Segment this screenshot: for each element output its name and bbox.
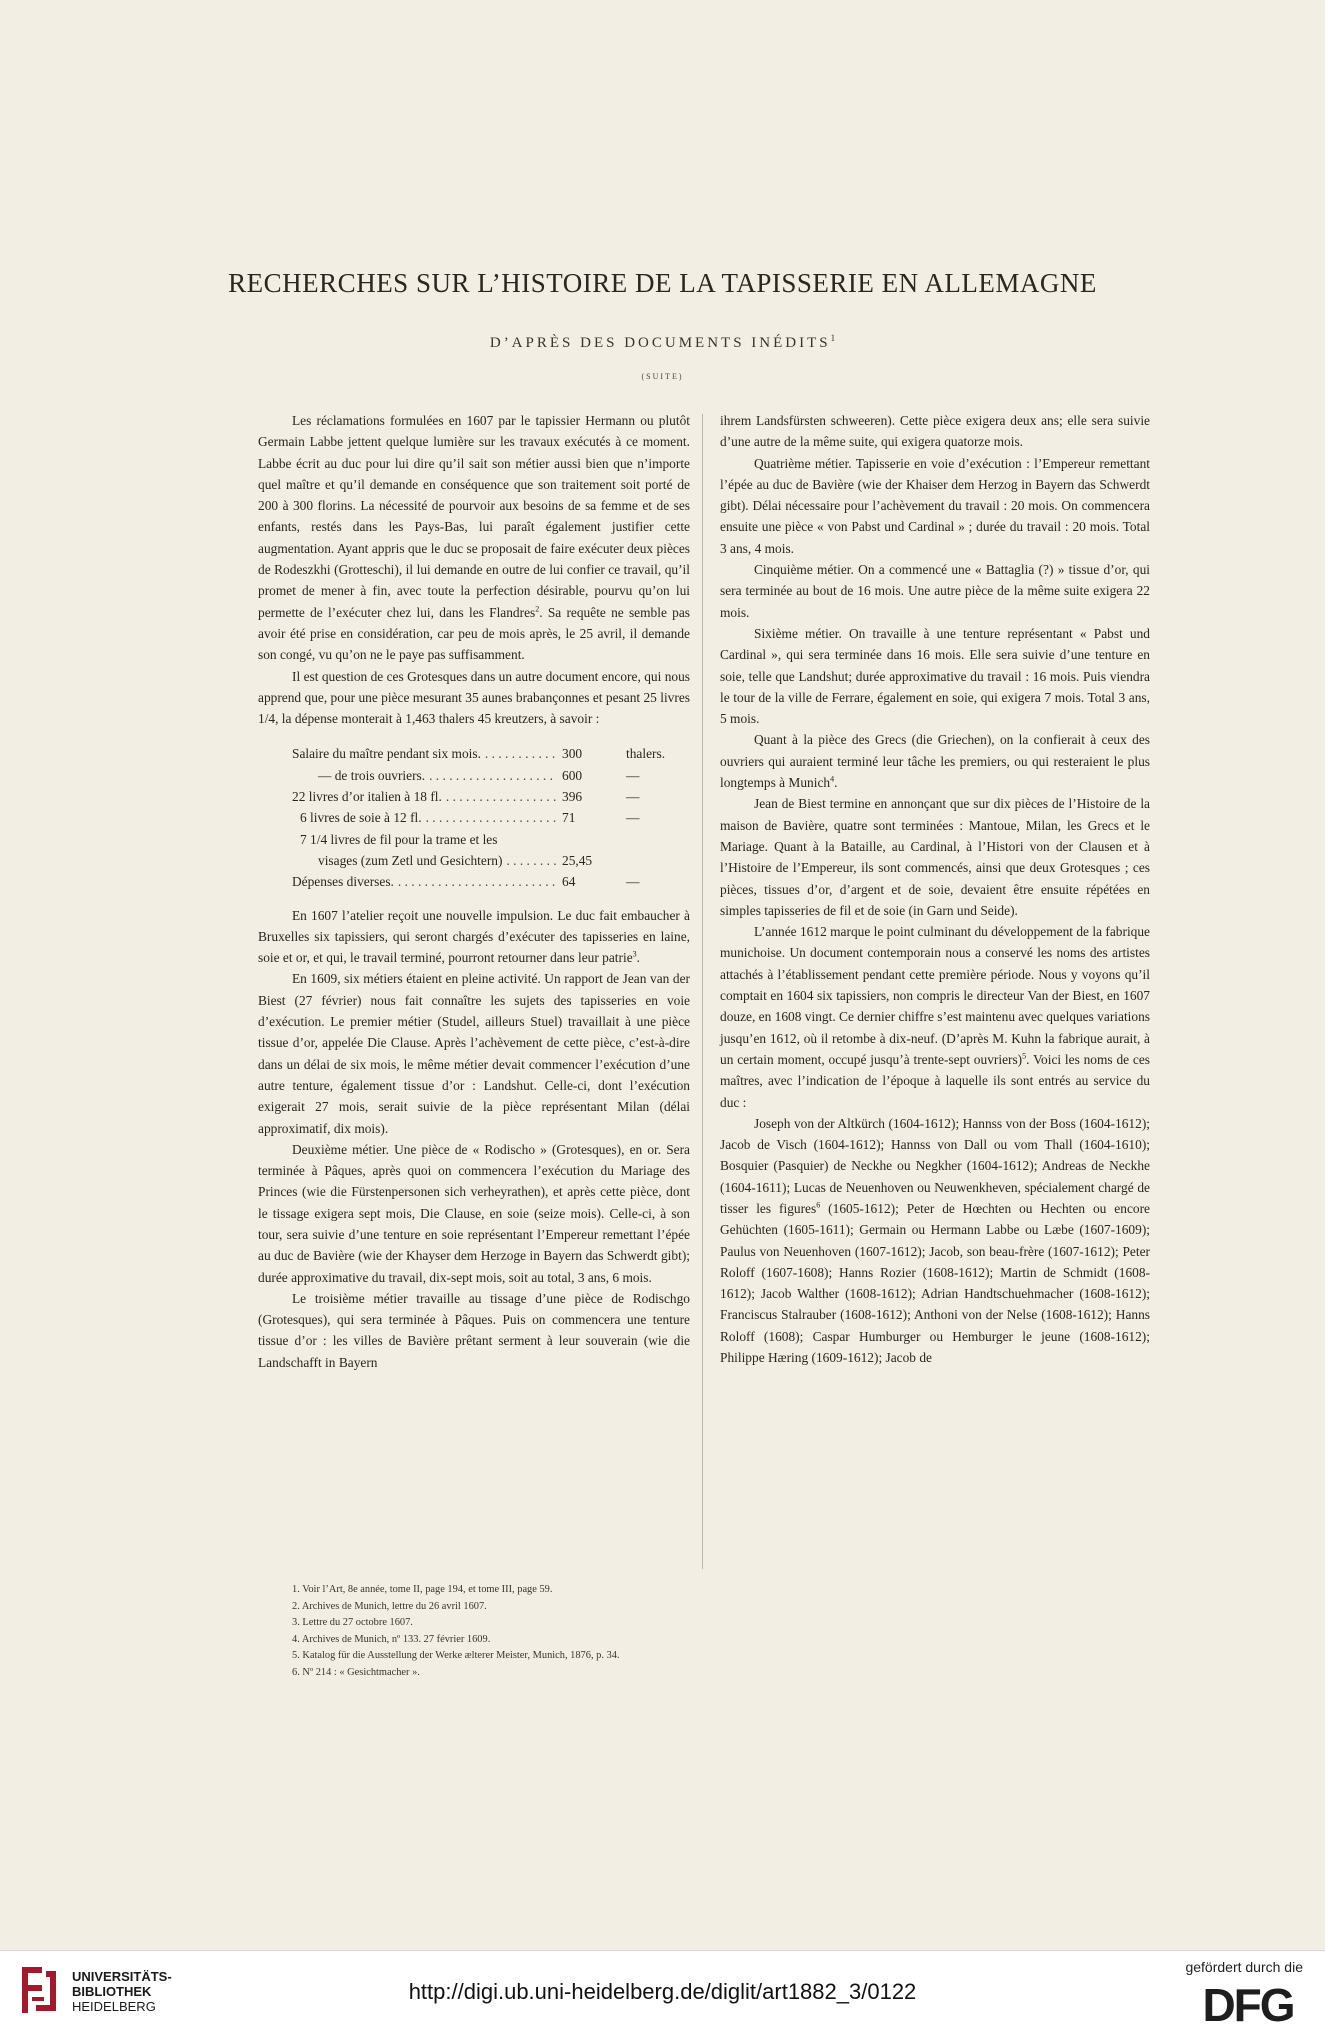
dfg-logo-text: DFG [1202, 1981, 1294, 2027]
footnote: 5. Katalog für die Ausstellung der Werke ælterer Meister, Munich, 1876, p. 34. [292, 1650, 620, 1662]
column-divider [702, 414, 703, 1569]
library-name-line: HEIDELBERG [72, 1999, 156, 2014]
paragraph: ihrem Landsfürsten schweeren). Cette pièce exigera deux ans; elle sera suivie d’une autre de la même suite, qui exigera quatorze mois. [720, 413, 1150, 450]
footnote-ref: 3 [632, 949, 637, 959]
article-subtitle [0, 333, 1325, 352]
expense-unit: — [626, 789, 640, 805]
expense-row [292, 871, 690, 892]
footnote: 4. Archives de Munich, nº 133. 27 février 1609. [292, 1633, 491, 1645]
expense-row [292, 743, 690, 764]
paragraph: Deuxième métier. Une pièce de « Rodischo » (Grotesques), en or. Sera terminée à Pâques, après quoi on commencera l’exécution du Mariage des Princes (wie die Fürstenpersonen sich verheyrathen), et après cette pièce, dont le tissage exigera sept mois, Die Clause, en soie (seize mois). Celle-ci, à son tour, sera suivie d’une tenture en soie représentant l’Empereur remettant l’épée au duc de Bavière (wie der Khayser dem Herzoge in Bayern das Schwerdt gibt); durée approximative du travail, dix-sept mois, soit au total, 3 ans, 6 mois. [258, 1141, 690, 1285]
subtitle-text: D’APRÈS DES DOCUMENTS INÉDITS [489, 335, 831, 351]
library-name-line: BIBLIOTHEK [72, 1984, 152, 1999]
expense-amount: 25,45 [556, 850, 626, 871]
expense-amount: 396 [556, 786, 626, 807]
footnote-ref: 5 [1022, 1051, 1027, 1061]
footnotes [292, 1582, 1052, 1682]
expense-label: visages (zum Zetl und Gesichtern) . . . [292, 850, 556, 871]
footnote: 2. Archives de Munich, lettre du 26 avril 1607. [292, 1600, 487, 1612]
library-name-line: UNIVERSITÄTS- [72, 1969, 172, 1984]
expense-label: 7 1/4 livres de fil pour la trame et les [300, 831, 498, 847]
expense-row [292, 807, 690, 828]
paragraph-text: L’année 1612 marque le point culminant du développement de la fabrique munichoise. Un document contemporain nous a conservé les noms des artistes attachés à l’établissement pendant cette première période. Nous y voyons qu’il comptait en 1604 six tapissiers, non compris le directeur Van der Biest, en 1607 douze, en 1608 vingt. Ce dernier chiffre s’est maintenu avec quelques variations jusqu’en 1612, où il retombe à dix-neuf. (D’après M. Kuhn la fabrique aurait, à un certain moment, occupé jusqu’à trente-sept ouvriers) [720, 924, 1150, 1067]
expense-row [292, 829, 690, 850]
expense-unit: — [626, 810, 640, 826]
paragraph: Il est question de ces Grotesques dans un autre document encore, qui nous apprend que, pour une pièce mesurant 35 aunes brabançonnes et pesant 25 livres 1/4, la dépense monterait à 1,463 thalers 45 kreutzers, à savoir : [258, 668, 690, 727]
paragraph-text: . Voici les noms de ces maîtres, avec l’indication de l’époque à laquelle ils sont entrés au service du duc : [720, 1051, 1151, 1110]
paragraph: Sixième métier. On travaille à une tenture représentant « Pabst und Cardinal », qui sera terminée dans 16 mois. Elle sera suivie d’une tenture en soie, telle que Landshut; durée approximative du travail : 16 mois. Puis viendra le tour de la ville de Ferrare, également en soie, qui exigera 7 mois. Total 3 ans, 5 mois. [720, 625, 1150, 727]
expense-amount: 300 [556, 743, 626, 764]
subtitle-footnote-ref: 1 [830, 333, 836, 343]
paragraph: En 1609, six métiers étaient en pleine activité. Un rapport de Jean van der Biest (27 février) nous fait connaître les sujets des tapisseries en voie d’exécution. Le premier métier (Studel, ailleurs Stuel) travaillait à une pièce tissue d’or, appelée Die Clause. Après l’achèvement de cette pièce, c’est-à-dire dans un délai de six mois, le même métier devait commencer l’exécution d’une autre tenture, également tissue d’or : Landshut. Celle-ci, dont l’exécution exigerait 27 mois, serait suivie de la pièce représentant Milan (délai approximatif, dix mois). [258, 971, 690, 1136]
expense-row [292, 850, 690, 871]
expense-unit: thalers. [626, 746, 666, 762]
left-column [258, 410, 690, 1373]
expense-label: Salaire du maître pendant six mois. . . . [292, 743, 556, 764]
paragraph-text: En 1607 l’atelier reçoit une nouvelle impulsion. Le duc fait embaucher à Bruxelles six tapissiers, qui seront chargés d’exécuter des tapisseries en laine, soie et or, et qui, le travail terminé, pourront retourner dans leur patrie [258, 907, 690, 966]
article-title: RECHERCHES SUR L’HISTOIRE DE LA TAPISSERIE EN ALLEMAGNE [228, 268, 1097, 298]
paragraph-text: (1605-1612); Peter de Hœchten ou Hechten ou encore Gehüchten (1605-1611); Germain ou Hermann Labbe ou Læbe (1607-1609); Paulus von Neuenhoven (1607-1612); Jacob, son beau-frère (1607-1612); Peter Roloff (1607-1608); Hanns Rozier (1608-1612); Martin de Schmidt (1608-1612); Jacob Walther (1608-1612); Adrian Handtschuehmacher (1608-1612); Franciscus Stalrauber (1608-1612); Anthoni von der Nelse (1608-1612); Hanns Roloff (1608); Caspar Humburger ou Hemburger le jeune (1608-1612); Philippe Hæring (1609-1612); Jacob de [720, 1200, 1150, 1366]
paragraph: Quant à la pièce des Grecs (die Griechen), on la confierait à ceux des ouvriers qui auraient terminé leur tâche les premiers, ou qui resteraient le plus longtemps à Munich$^4$. [720, 732, 1150, 791]
paragraph: Le troisième métier travaille au tissage d’une pièce de Rodischgo (Grotesques), qui sera terminée à Pâques. Puis on commencera une tenture tissue d’or : les villes de Bavière prêtant serment à leur souverain (wie die Landschafft in Bayern [258, 1290, 690, 1370]
expense-amount: 71 [556, 807, 626, 828]
expense-label: Dépenses diverses. . . . [292, 871, 556, 892]
expense-table [292, 743, 690, 892]
dfg-logo-icon[interactable] [1193, 1981, 1303, 2027]
expense-amount: 64 [556, 871, 626, 892]
expense-label: 6 livres de soie à 12 fl. . . . [292, 807, 556, 828]
expense-amount: 600 [556, 765, 626, 786]
expense-row [292, 786, 690, 807]
footnote: 3. Lettre du 27 octobre 1607. [292, 1617, 413, 1629]
expense-label: — de trois ouvriers. . . . [292, 765, 556, 786]
expense-row [292, 765, 690, 786]
footnote-ref: 4 [830, 774, 835, 784]
footnote: 6. Nº 214 : « Gesichtmacher ». [292, 1666, 420, 1678]
expense-label: 22 livres d’or italien à 18 fl. . . . [292, 786, 556, 807]
right-column [720, 410, 1150, 1368]
footnote-ref: 6 [816, 1200, 821, 1210]
footnote-ref: 2 [535, 604, 540, 614]
expense-unit: — [626, 874, 640, 890]
paragraph [720, 921, 1150, 1113]
paragraph [258, 410, 690, 666]
paragraph-text: Quant à la pièce des Grecs (die Griechen), on la confierait à ceux des ouvriers qui auraient terminé leur tâche les premiers, ou qui resteraient le plus longtemps à Munich [720, 732, 1150, 791]
footer-bar [0, 1950, 1325, 2036]
paragraph: Cinquième métier. On a commencé une « Battaglia (?) » tissue d’or, qui sera terminée au bout de 16 mois. Une autre pièce de la même suite exigera 22 mois. [720, 562, 1150, 620]
expense-unit: — [626, 767, 640, 783]
paragraph [720, 1113, 1150, 1369]
permalink-url[interactable]: http://digi.ub.uni-heidelberg.de/diglit/art1882_3/0122 [408, 1979, 917, 2004]
paragraph-text: Les réclamations formulées en 1607 par le tapissier Hermann ou plutôt Germain Labbe jettent quelque lumière sur les travaux exécutés à ce moment. Labbe écrit au duc pour lui dire qu’il sait son métier aussi bien que n’importe quel maître et qu’il demande en conséquence que son traitement soit porté de 200 à 300 florins. La nécessité de pourvoir aux besoins de sa femme et de ses enfants, restés dans les Pays-Bas, lui paraît également justifier cette augmentation. Ayant appris que le duc se proposait de faire exécuter deux pièces de Rodeszkhi (Grotteschi), il lui demande en outre de lui confier ce travail, qu’il promet de mener à fin, avec toute la perfection désirable, pourvu qu’on lui permette de l’exécuter chez lui, dans les Flandres [258, 413, 690, 620]
paragraph-text: . Sa requête ne semble pas avoir été prise en considération, car peu de mois après, le 25 avril, il demande son congé, vu qu’on ne le paye pas suffisamment. [258, 604, 690, 663]
footnote: 1. Voir l’Art, 8e année, tome II, page 194, et tome III, page 59. [292, 1584, 553, 1595]
sponsor-label: gefördert durch die [1185, 1959, 1303, 1975]
paragraph: Jean de Biest termine en annonçant que sur dix pièces de l’Histoire de la maison de Bavière, quatre sont terminées : Mantoue, Milan, les Grecs et le Mariage. Quant à la Bataille, au Cardinal, à l’Histori von der Clausen et à l’Histoire de l’Empereur, ils sont commencés, ainsi que deux Grotesques ; ces pièces, tissues d’or, d’argent et de soie, devaient être ensuite répétées en simples tapisseries de fil et de soie (in Garn und Seide). [720, 796, 1150, 918]
paragraph-text: Joseph von der Altkürch (1604-1612); Hannss von der Boss (1604-1612); Jacob de Visch (1604-1612); Hannss von Dall ou vom Thall (1604-1610); Bosquier (Pasquier) de Neckhe ou Negkher (1604-1612); Andreas de Neckhe (1604-1611); Lucas de Neuenhoven ou Neuwenkheven, spécialement chargé de tisser les figures [720, 1115, 1150, 1216]
suite-label: (SUITE) [641, 372, 684, 381]
paragraph: En 1607 l’atelier reçoit une nouvelle impulsion. Le duc fait embaucher à Bruxelles six tapissiers, qui seront chargés d’exécuter des tapisseries en laine, soie et or, et qui, le travail terminé, pourront retourner dans leur patrie$^3$. [258, 907, 690, 966]
paragraph: Quatrième métier. Tapisserie en voie d’exécution : l’Empereur remettant l’épée au duc de Bavière (wie der Khaiser dem Herzog in Bayern das Schwerdt gibt). Délai nécessaire pour l’achèvement du travail : 20 mois. On commencera ensuite une pièce « von Pabst und Cardinal » ; durée du travail : 20 mois. Total 3 ans, 4 mois. [720, 455, 1150, 556]
